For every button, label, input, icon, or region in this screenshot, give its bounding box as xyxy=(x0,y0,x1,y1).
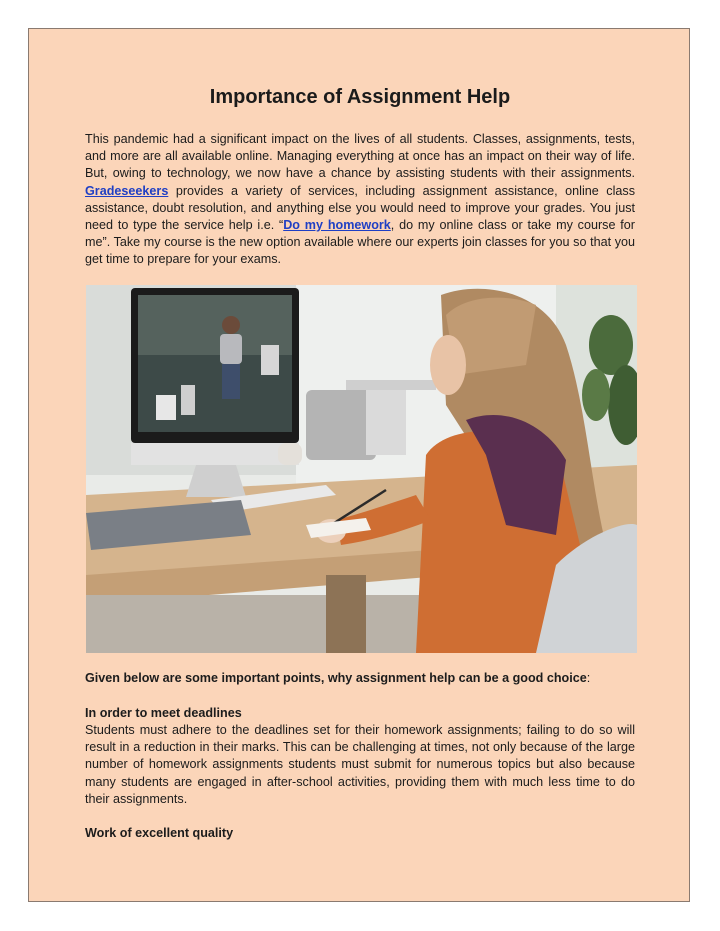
points-heading-colon: : xyxy=(586,671,591,685)
gradeseekers-link[interactable]: Gradeseekers xyxy=(85,183,169,198)
intro-text-2: provides a variety of services, including assignment assistance, online class assistance, doubt resolution, and anything else you would need to improve your grades. You just need to type the service help i.e. “ xyxy=(85,183,635,233)
deadlines-paragraph: Students must adhere to the deadlines set for their homework assignments; failing to do so will result in a reduction in their marks. This can be challenging at times, not only because of the large number of homework assignments students must submit for numerous topics but also because many students are engaged in after-school activities, providing them with much less time to do their assignments. xyxy=(85,723,635,806)
do-my-homework-link[interactable]: Do my homework xyxy=(283,218,391,233)
intro-text-3: , do my online class or take my course for me”. Take my course is the new option available where our experts join classes for you so that you get time to prepare for your exams. xyxy=(85,218,635,267)
deadlines-heading: In order to meet deadlines xyxy=(85,706,242,720)
intro-paragraph xyxy=(85,131,635,269)
intro-text-1: This pandemic had a significant impact on the lives of all students. Classes, assignments, tests, and more are all available online. Managing everything at once has an impact on their way of life. But, owing to technology, we now have a chance by assisting students with their assignments. xyxy=(85,132,635,181)
points-heading-text: Given below are some important points, why assignment help can be a good choice xyxy=(85,671,587,685)
page-title: Importance of Assignment Help xyxy=(209,86,511,108)
points-heading xyxy=(85,671,645,685)
quality-heading: Work of excellent quality xyxy=(85,826,234,840)
student-video-class-photo xyxy=(86,285,637,653)
